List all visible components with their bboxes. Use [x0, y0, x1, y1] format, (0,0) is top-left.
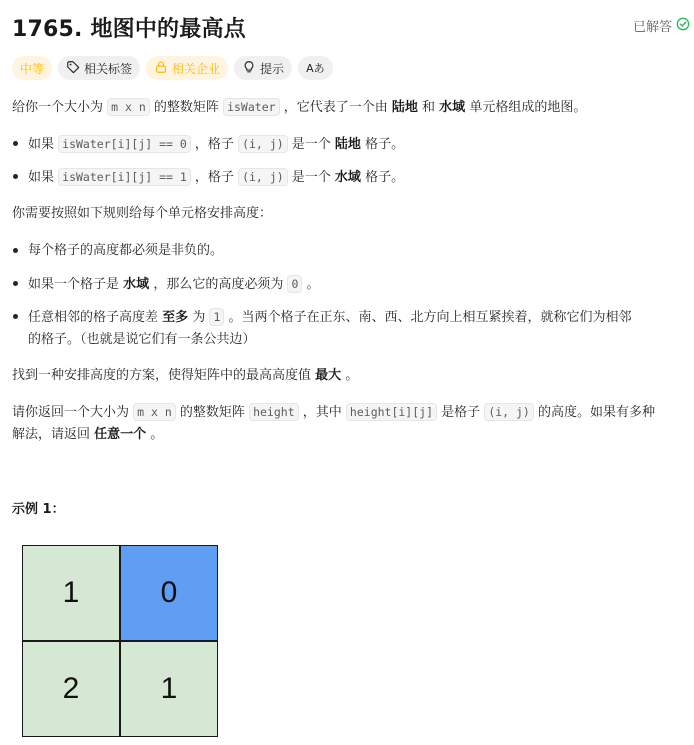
text: 是一个	[291, 170, 331, 185]
list-item-text	[28, 306, 684, 351]
objective-paragraph	[12, 365, 684, 387]
text: 和	[422, 100, 436, 115]
text: ，格子	[194, 170, 234, 185]
bold-text: 至多	[162, 310, 189, 325]
text: 任意相邻的格子高度差	[28, 310, 159, 325]
hint-label: 提示	[260, 61, 285, 76]
example-grid	[22, 545, 220, 739]
grid-cell-water: 0	[120, 545, 218, 641]
inline-code: (i, j)	[238, 168, 288, 186]
inline-code: 1	[209, 308, 224, 326]
companies-label: 相关企业	[172, 61, 221, 76]
text: 单元格组成的地图。	[469, 100, 587, 115]
text: 的整数矩阵	[153, 100, 219, 115]
text: 解法，请返回	[12, 427, 91, 442]
text: 为	[192, 310, 206, 325]
text: 如果一个格子是	[28, 277, 120, 292]
check-circle-icon	[676, 17, 690, 35]
text: 如果	[28, 170, 55, 185]
text: 。	[150, 427, 164, 442]
inline-code: (i, j)	[484, 403, 534, 421]
bold-text: 陆地	[334, 137, 361, 152]
inline-code: isWater[i][j] == 0	[58, 135, 191, 153]
bullet-dot	[13, 248, 18, 253]
intro-paragraph	[12, 96, 684, 119]
solved-label: 已解答	[632, 20, 672, 35]
text: 的整数矩阵	[179, 405, 245, 420]
text: ，它代表了一个由	[283, 100, 388, 115]
text: 是一个	[291, 137, 331, 152]
hint-button[interactable]	[234, 56, 292, 80]
return-paragraph	[12, 401, 684, 446]
text: 的格子。（也就是说它们有一条公共边）	[28, 332, 256, 347]
bold-text: 任意一个	[94, 427, 147, 442]
bold-text: 水域	[439, 100, 466, 115]
rules-intro: 你需要按照如下规则给每个单元格安排高度：	[12, 206, 273, 221]
inline-code: (i, j)	[238, 135, 288, 153]
text: 找到一种安排高度的方案，使得矩阵中的最高高度值	[12, 368, 312, 383]
text: 的高度。如果有多种	[538, 405, 656, 420]
translate-icon: Aあ	[306, 62, 325, 75]
bold-text: 水域	[334, 170, 361, 185]
bullet-dot	[13, 141, 18, 146]
difficulty-label: 中等	[20, 61, 45, 76]
text: 格子。	[365, 137, 405, 152]
bold-text: 陆地	[391, 100, 418, 115]
text: 是格子	[441, 405, 481, 420]
text: 。	[306, 277, 320, 292]
text: 。当两个格子在正东、南、西、北方向上相互紧挨着，就称它们为相邻	[228, 310, 632, 325]
companies-tag-button[interactable]	[146, 56, 228, 80]
header	[12, 8, 692, 44]
solved-status[interactable]	[633, 16, 690, 35]
list-item-text: 每个格子的高度都必须是非负的。	[28, 243, 224, 258]
inline-code: height	[249, 403, 299, 421]
text: ，其中	[302, 405, 342, 420]
inline-code: isWater[i][j] == 1	[58, 168, 191, 186]
difficulty-badge[interactable]	[12, 56, 52, 80]
topics-label: 相关标签	[84, 61, 133, 76]
list-item-text	[28, 166, 684, 189]
text: 。	[345, 368, 359, 383]
list-item-text	[28, 133, 684, 156]
inline-code: m x n	[107, 98, 150, 116]
example-heading: 示例 1：	[12, 502, 65, 517]
grid-cell-land: 1	[120, 641, 218, 737]
grid-cell-land: 1	[22, 545, 120, 641]
bullet-dot	[13, 314, 18, 319]
lightbulb-icon	[242, 60, 256, 77]
bullet-dot	[13, 174, 18, 179]
inline-code: m x n	[133, 403, 176, 421]
translate-button[interactable]	[298, 56, 333, 80]
text: ，格子	[194, 137, 234, 152]
lock-icon	[154, 60, 168, 77]
list-item-text	[28, 273, 684, 296]
grid-cell-land: 2	[22, 641, 120, 737]
inline-code: 0	[287, 275, 302, 293]
inline-code: isWater	[223, 98, 279, 116]
tag-icon	[66, 60, 80, 77]
bold-text: 最大	[315, 368, 342, 383]
text: 请你返回一个大小为	[12, 405, 130, 420]
text: 格子。	[365, 170, 405, 185]
text: 如果	[28, 137, 55, 152]
topics-tag-button[interactable]	[58, 56, 140, 80]
bullet-dot	[13, 281, 18, 286]
text: 给你一个大小为	[12, 100, 104, 115]
inline-code: height[i][j]	[346, 403, 437, 421]
bold-text: 水域	[123, 277, 150, 292]
tag-bar	[12, 56, 333, 80]
text: ，那么它的高度必须为	[153, 277, 284, 292]
page-title[interactable]: 1765. 地图中的最高点	[12, 17, 246, 42]
